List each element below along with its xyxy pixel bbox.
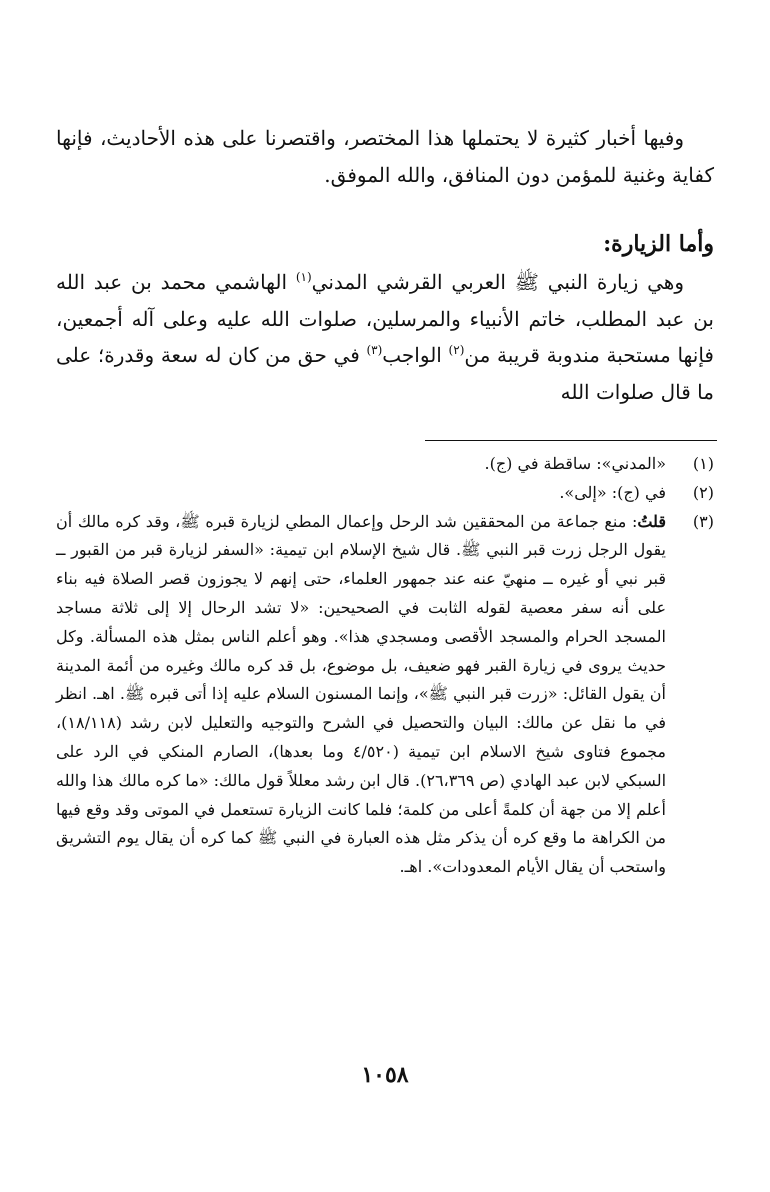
paragraph-2-text-3: الواجب bbox=[382, 343, 449, 367]
main-text-2 bbox=[56, 264, 714, 410]
footnote-text: : منع جماعة من المحققين شد الرحل وإعمال المطي لزيارة قبره ﷺ، وقد كره مالك أن يقول الرجل زرت قبر النبي ﷺ. قال شيخ الإسلام ابن تيمية: «السفر لزيارة قبر من القبور ــ قبر نبي أو غيره ــ منهيّ عنه عند جمهور العلماء، حتى إنهم لا يجوزون قصر الصلاة فيه بناء على أنه سفر معصية لقوله الثابت في الصحيحين: «لا تشد الرحال إلا إلى ثلاثة مساجد المسجد الحرام والمسجد الأقصى ومسجدي هذا». وهو أعلم الناس بمثل هذه المسألة. وكل حديث يروى في زيارة القبر فهو ضعيف، بل موضوع، بل قد كره مالك وغيره من أئمة المدينة أن يقول القائل: «زرت قبر النبي ﷺ»، وإنما المسنون السلام عليه إذا أتى قبره ﷺ. اهـ. انظر في ما نقل عن مالك: البيان والتحصيل في الشرح والتوجيه والتعليل لابن رشد (١٨/١١٨)، مجموع فتاوى شيخ الاسلام ابن تيمية (٤/٥٢٠ وما بعدها)، الصارم المنكي في الرد على السبكي لابن عبد الهادي (ص ٢٦،٣٦٩). قال ابن رشد معللاً قول مالك: «ما كره مالك هذا والله أعلم إلا من جهة أن كلمةً أعلى من كلمة؛ فلما كانت الزيارة تستعمل في الموتى وقد وقع فيها من الكراهة ما وقع كره أن يذكر مثل هذه العبارة في النبي ﷺ كما كره أن يقال يوم التشريق واستحب أن يقال الأيام المعدودات». اهـ. bbox=[56, 511, 667, 877]
paragraph-2-text-1: وهي زيارة النبي ﷺ العربي القرشي المدني bbox=[311, 270, 684, 294]
footnote-2 bbox=[56, 479, 714, 508]
footnote-number: (٣) bbox=[692, 511, 714, 531]
footnote-ref-3[interactable]: (٣) bbox=[366, 343, 383, 357]
footnote-text: في (ج): «إلى». bbox=[559, 482, 666, 502]
paragraph-2-text-2: الهاشمي محمد بن عبد الله بن عبد المطلب، خاتم الأنبياء والمرسلين، صلوات الله عليه وعلى آله أجمعين، فإنها مستحبة مندوبة قريبة من bbox=[56, 270, 714, 367]
footnote-number: (٢) bbox=[692, 482, 714, 502]
page-number: ١٠٥٨ bbox=[361, 1062, 409, 1088]
body-paragraph-2 bbox=[56, 264, 714, 410]
footnote-1 bbox=[56, 450, 714, 479]
footnote-3 bbox=[56, 508, 714, 882]
footnote-text: «المدني»: ساقطة في (ج). bbox=[484, 454, 666, 473]
footnote-ref-2[interactable]: (٢) bbox=[448, 343, 465, 357]
body-paragraph-1: وفيها أخبار كثيرة لا يحتملها هذا المختصر، واقتصرنا على هذه الأحاديث، فإنها كفاية وغنية للمؤمن دون المنافق، والله الموفق. bbox=[56, 126, 714, 187]
section-heading: وأما الزيارة: bbox=[603, 231, 714, 257]
footnote-label: قلتُ bbox=[637, 511, 666, 531]
footnotes bbox=[56, 450, 714, 882]
section-heading-block bbox=[56, 226, 714, 262]
footnote-number: (١) bbox=[692, 454, 714, 473]
paragraph-2-text-4: في حق من كان له سعة وقدرة؛ على ما قال صلوات الله bbox=[56, 343, 714, 404]
footnote-separator bbox=[425, 440, 717, 441]
footnote-ref-1[interactable]: (١) bbox=[295, 270, 312, 284]
main-text bbox=[56, 120, 714, 193]
footnote-list bbox=[56, 450, 714, 882]
